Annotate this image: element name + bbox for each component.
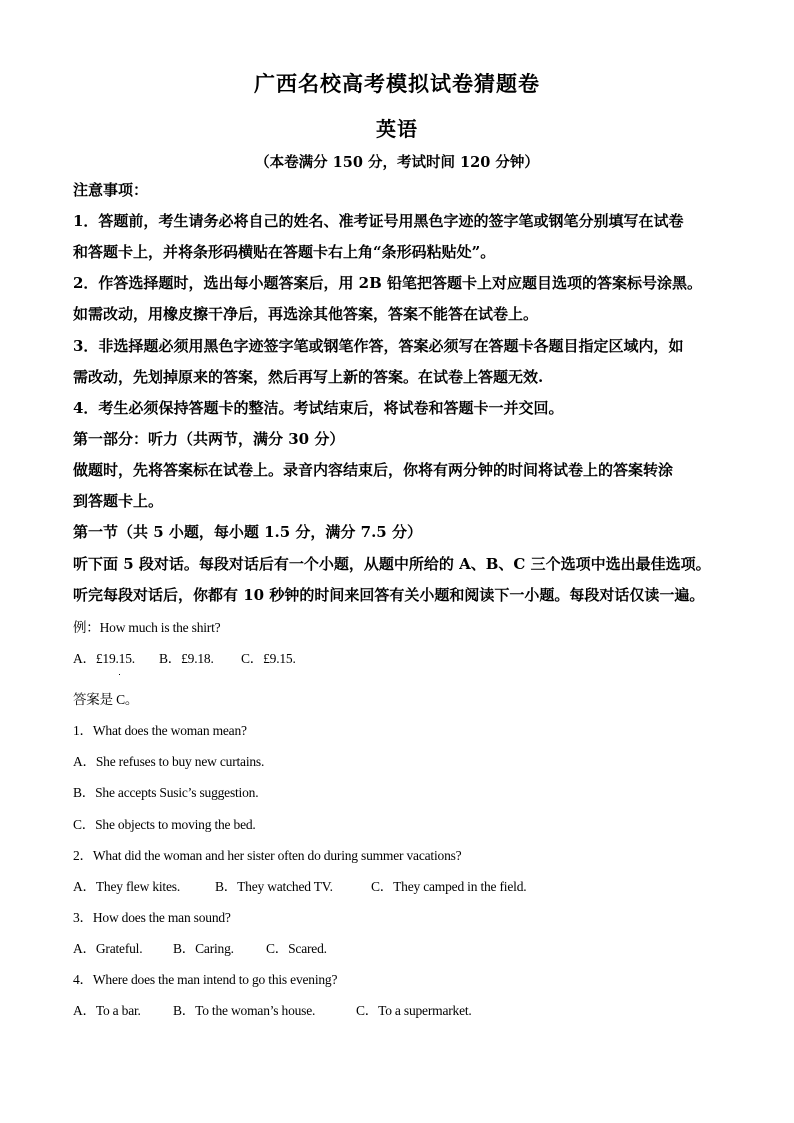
score-time-note: （本卷满分 150 分，考试时间 120 分钟） bbox=[255, 154, 539, 171]
section-1-heading: 第一节（共 5 小题，每小题 1.5 分，满分 7.5 分） bbox=[73, 523, 422, 541]
question-1-option-b: B．She accepts Susic’s suggestion. bbox=[73, 785, 259, 800]
example-option-a: A．£19.15. bbox=[73, 651, 135, 666]
question-4: 4．Where does the man intend to go this evening? bbox=[73, 972, 338, 987]
subject-title: 英语 bbox=[376, 117, 418, 141]
instructions-heading: 注意事项： bbox=[73, 181, 149, 199]
question-3-option-a: A．Grateful. bbox=[73, 941, 143, 956]
instruction-2-line-1: 2．作答选择题时，选出每小题答案后，用 2B 铅笔把答题卡上对应题目选项的答案标号涂黑。 bbox=[73, 274, 703, 292]
example-option-c: C．£9.15. bbox=[241, 651, 296, 666]
question-4-options bbox=[73, 1001, 472, 1021]
example-option-b: B．£9.18. bbox=[159, 651, 214, 666]
part-1-heading: 第一部分：听力（共两节，满分 30 分） bbox=[73, 430, 345, 448]
section-1-line-2: 听完每段对话后，你都有 10 秒钟的时间来回答有关小题和阅读下一小题。每段对话仅读一遍。 bbox=[73, 586, 705, 604]
instruction-3-line-2: 需改动，先划掉原来的答案，然后再写上新的答案。在试卷上答题无效. bbox=[73, 368, 544, 386]
instruction-1-line-2: 和答题卡上，并将条形码横贴在答题卡右上角“条形码粘贴处”。 bbox=[73, 243, 496, 261]
exam-title: 广西名校高考模拟试卷猜题卷 bbox=[254, 71, 540, 96]
question-2-option-a: A．They flew kites. bbox=[73, 879, 180, 894]
example-question: 例：How much is the shirt? bbox=[73, 620, 221, 635]
question-2-option-b: B．They watched TV. bbox=[215, 879, 333, 894]
part-1-desc-line-2: 到答题卡上。 bbox=[73, 492, 164, 510]
question-4-option-a: A．To a bar. bbox=[73, 1003, 141, 1018]
part-1-desc-line-1: 做题时，先将答案标在试卷上。录音内容结束后，你将有两分钟的时间将试卷上的答案转涂 bbox=[73, 461, 674, 479]
question-4-option-b: B．To the woman’s house. bbox=[173, 1003, 316, 1018]
question-1: 1．What does the woman mean? bbox=[73, 723, 247, 738]
question-3-option-b: B．Caring. bbox=[173, 941, 234, 956]
instruction-3-line-1: 3．非选择题必须用黑色字迹签字笔或钢笔作答，答案必须写在答题卡各题目指定区域内，如 bbox=[73, 337, 684, 355]
question-3: 3．How does the man sound? bbox=[73, 910, 231, 925]
example-answer: 答案是 C。 bbox=[73, 692, 139, 707]
question-2-options bbox=[73, 877, 526, 897]
instruction-2-line-2: 如需改动，用橡皮擦干净后，再选涂其他答案，答案不能答在试卷上。 bbox=[73, 305, 539, 323]
section-1-line-1: 听下面 5 段对话。每段对话后有一个小题，从题中所给的 A、B、C 三个选项中选出最佳选项。 bbox=[73, 555, 711, 573]
question-3-option-c: C．Scared. bbox=[266, 941, 327, 956]
question-2-option-c: C．They camped in the field. bbox=[371, 879, 527, 894]
question-1-option-c: C．She objects to moving the bed. bbox=[73, 817, 256, 832]
stray-dot bbox=[119, 674, 120, 675]
instruction-1-line-1: 1．答题前，考生请务必将自己的姓名、准考证号用黑色字迹的签字笔或钢笔分别填写在试卷 bbox=[73, 212, 684, 230]
question-1-option-a: A．She refuses to buy new curtains. bbox=[73, 754, 265, 769]
question-2: 2．What did the woman and her sister often do during summer vacations? bbox=[73, 848, 462, 863]
example-options bbox=[73, 649, 296, 669]
question-3-options bbox=[73, 939, 327, 959]
question-4-option-c: C．To a supermarket. bbox=[356, 1003, 472, 1018]
instruction-4: 4．考生必须保持答题卡的整洁。考试结束后，将试卷和答题卡一并交回。 bbox=[73, 399, 564, 417]
